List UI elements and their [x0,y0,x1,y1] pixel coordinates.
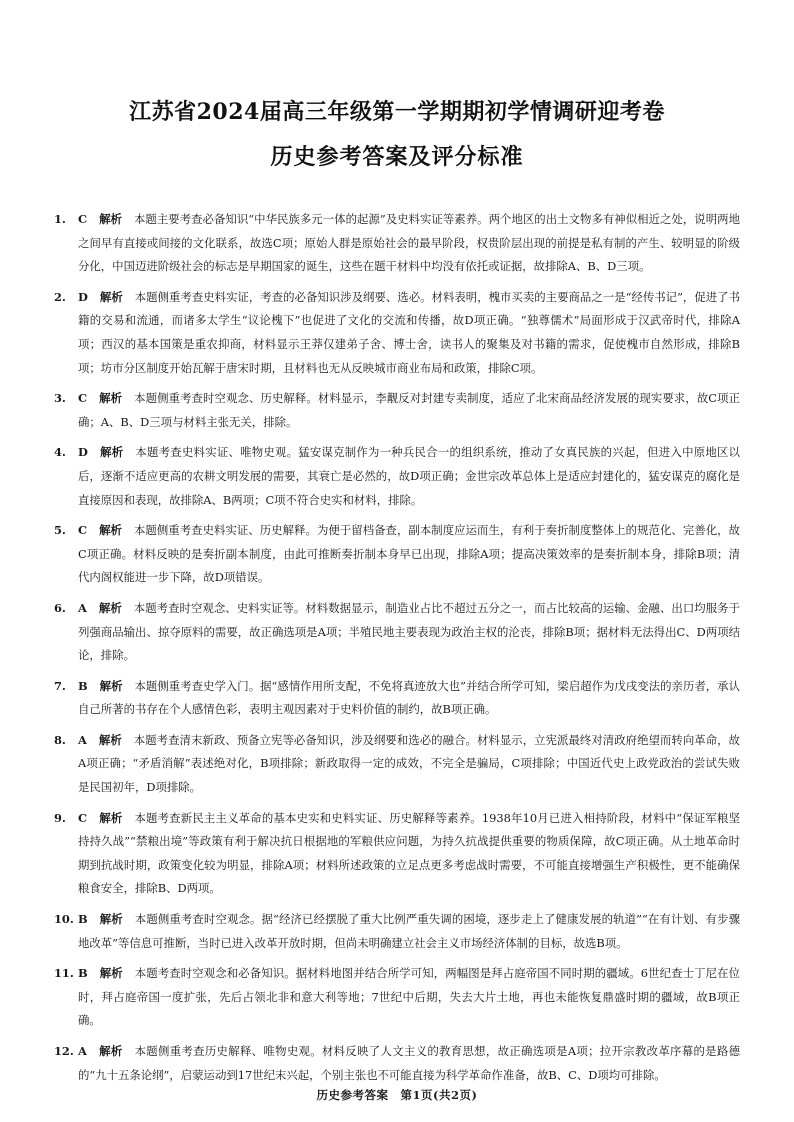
analysis-text: 本题考查时空观念和必备知识。据材料地图并结合所学可知，两幅图是拜占庭帝国不同时期的疆域。6世纪查士丁尼在位时，拜占庭帝国一度扩张，先后占领北非和意大利等地；7世纪中后期，失去大片土地，再也未能恢复鼎盛时期的疆域，故B项正确。 [78,966,740,1028]
answer-item [54,597,740,668]
answer-item [54,387,740,434]
analysis-text: 本题考查清末新政、预备立宪等必备知识，涉及纲要和选必的融合。材料显示，立宪派最终对清政府绝望而转向革命，故A项正确；“矛盾消解”表述绝对化，B项排除；新政取得一定的成效，不完全是骗局，C项排除；中国近代史上政党政治的尝试失败是民国初年，D项排除。 [78,732,740,795]
analysis-text: 本题主要考查必备知识“中华民族多元一体的起源”及史料实证等素养。两个地区的出土文物多有神似相近之处，说明两地之间早有直接或间接的文化联系，故选C项；原始人群是原始社会的最早阶段，权贵阶层出现的前提是私有制的产生、较明显的阶级分化，中国迈进阶级社会的标志是早期国家的诞生，这些在题干材料中均没有依托或证据，故排除A、B、D三项。 [78,212,740,274]
document-subtitle: 历史参考答案及评分标准 [270,144,524,170]
question-number: 10. [54,912,74,927]
answer-choice: A [78,1044,87,1058]
analysis-tag: 解析 [99,912,123,927]
analysis-text: 本题侧重考查史学入门。据“感情作用所支配，不免将真迹放大也”并结合所学可知，梁启超作为戊戌变法的亲历者，承认自己所著的书存在个人感情色彩，表明主观因素对于史料价值的制约，故B项正确。 [78,678,740,717]
answer-item [54,729,740,800]
answer-choice: B [78,912,88,927]
analysis-text: 本题侧重考查史料实证、历史解释。为便于留档备查，副本制度应运而生，有利于奏折制度整体上的规范化、完善化，故C项正确。材料反映的是奏折副本制度，由此可推断奏折制本身早已出现，排除A项；提高决策效率的是奏折制本身，排除B项；清代内阁权能进一步下降，故D项错误。 [78,523,740,585]
analysis-tag: 解析 [98,600,122,615]
answer-item [54,441,740,512]
answer-item [54,908,740,955]
answer-choice: C [78,391,88,406]
question-number: 9. [54,810,66,825]
question-number: 6. [54,600,66,615]
answer-item [54,807,740,901]
answer-item [54,286,740,380]
analysis-tag: 解析 [99,678,123,693]
answer-item [54,1040,740,1087]
answer-item [54,962,740,1033]
answer-choice: B [78,678,88,693]
question-number: 1. [54,212,66,226]
question-number: 7. [54,678,66,693]
question-number: 3. [54,391,66,406]
answer-item [54,675,740,722]
analysis-tag: 解析 [98,732,122,747]
answer-choice: C [78,810,88,825]
answer-item [54,208,740,279]
question-number: 4. [54,445,66,460]
analysis-text: 本题侧重考查史料实证，考查的必备知识涉及纲要、选必。材料表明，槐市买卖的主要商品之一是“经传书记”，促进了书籍的交易和流通，而诸多太学生“议论槐下”也促进了文化的交流和传播，故D项正确。“独尊儒术”局面形成于汉武帝时代，排除A项；西汉的基本国策是重农抑商，材料显示王莽仅建弟子舍、博士舍，读书人的聚集及对书籍的需求，促使槐市自然形成，排除B项；坊市分区制度开始瓦解于唐宋时期，且材料也无从反映城市商业布局和政策，排除C项。 [78,289,740,375]
document-title: 江苏省2024届高三年级第一学期期初学情调研迎考卷 [129,99,665,125]
analysis-tag: 解析 [99,391,123,406]
answer-choice: A [78,732,87,747]
analysis-text: 本题考查时空观念、史料实证等。材料数据显示，制造业占比不超过五分之一，而占比较高的运输、金融、出口均服务于列强商品输出、掠夺原料的需要，故正确选项是A项；半殖民地主要表现为政治主权的沦丧，排除B项；据材料无法得出C、D两项结论，排除。 [78,600,740,663]
answer-choice: D [78,445,88,460]
analysis-tag: 解析 [99,445,124,460]
question-number: 5. [54,523,66,538]
analysis-tag: 解析 [99,966,123,981]
answer-list [54,208,740,1094]
question-number: 8. [54,732,66,747]
analysis-tag: 解析 [99,289,123,304]
analysis-text: 本题考查新民主主义革命的基本史实和史料实证、历史解释等素养。1938年10月已进入相持阶段，材料中“保证军粮坚持持久战”“禁粮出境”等政策有利于解决抗日根据地的军粮供应问题，为持久抗战提供重要的物质保障，故C项正确。从土地革命时期到抗战时期，政策变化较为明显，排除A项；材料所述政策的立足点更多考虑战时需要，不可能直接增强生产积极性，更不能确保粮食安全，排除B、D两项。 [78,810,740,896]
question-number: 2. [54,289,66,304]
answer-item [54,519,740,590]
question-number: 12. [54,1044,74,1058]
analysis-text: 本题侧重考查历史解释、唯物史观。材料反映了人文主义的教育思想，故正确选项是A项；拉开宗教改革序幕的是路德的“九十五条论纲”，启蒙运动到17世纪末兴起，个别主张也不可能直接为科学革命作准备，故B、C、D项均可排除。 [78,1044,740,1082]
answer-choice: D [78,289,88,304]
answer-choice: A [78,600,87,615]
analysis-tag: 解析 [99,212,122,226]
analysis-tag: 解析 [99,523,122,538]
page-footer: 历史参考答案 第1页(共2页) [316,1088,478,1102]
analysis-text: 本题考查史料实证、唯物史观。猛安谋克制作为一种兵民合一的组织系统，推动了女真民族的兴起，但进入中原地区以后，逐渐不适应更高的农耕文明发展的需要，其衰亡是必然的，故D项正确；金世宗改革总体上是适应封建化的，猛安谋克的腐化是直接原因和表现，故排除A、B两项；C项不符合史实和材料，排除。 [78,445,740,507]
question-number: 11. [54,966,74,981]
answer-choice: C [78,212,88,226]
analysis-text: 本题侧重考查时空观念。据“经济已经摆脱了重大比例严重失调的困境，逐步走上了健康发展的轨道”“在有计划、有步骤地改革”等信息可推断，当时已进入改革开放时期，但尚未明确建立社会主义市场经济体制的目标，故选B项。 [78,912,740,950]
answer-choice: B [78,966,88,981]
analysis-text: 本题侧重考查时空观念、历史解释。材料显示，李觏反对封建专卖制度，适应了北宋商品经济发展的现实要求，故C项正确；A、B、D三项与材料主张无关，排除。 [78,391,740,429]
analysis-tag: 解析 [99,810,123,825]
answer-choice: C [78,523,88,538]
analysis-tag: 解析 [98,1044,123,1058]
